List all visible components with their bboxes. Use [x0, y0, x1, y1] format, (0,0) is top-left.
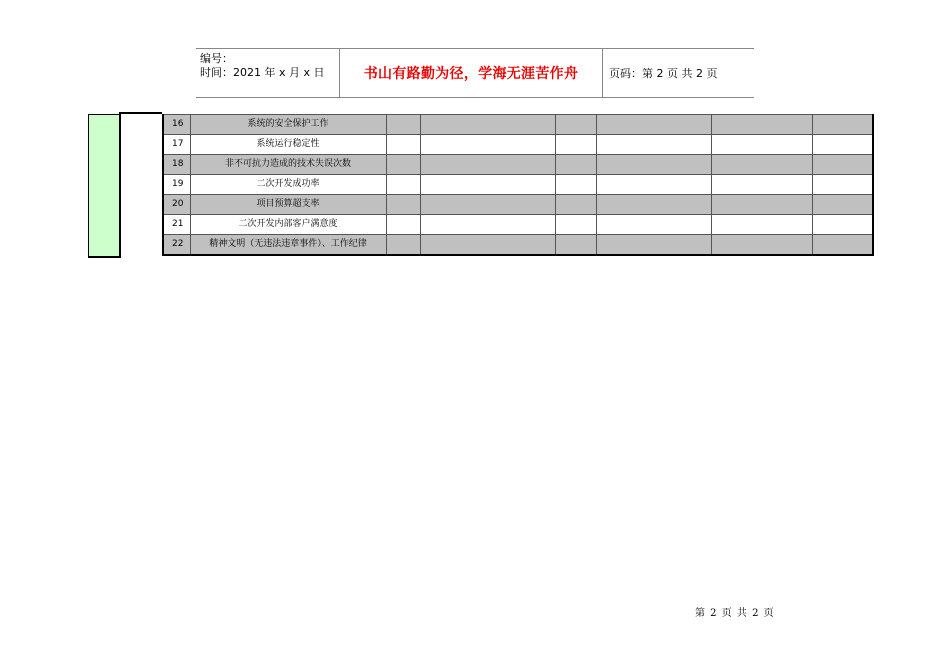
empty-cell [812, 235, 873, 256]
empty-cell [420, 215, 555, 235]
number-label: 编号： [200, 52, 233, 65]
empty-cell [386, 155, 420, 175]
empty-cell [711, 155, 812, 175]
evaluation-table [162, 114, 874, 256]
row-number: 21 [163, 215, 190, 235]
row-item: 项目预算超支率 [190, 195, 386, 215]
empty-cell [386, 195, 420, 215]
empty-cell [711, 135, 812, 155]
empty-cell [711, 215, 812, 235]
row-number: 17 [163, 135, 190, 155]
empty-cell [555, 135, 596, 155]
page-header [196, 48, 754, 98]
page-footer: 第 2 页 共 2 页 [695, 608, 775, 619]
table-row [163, 155, 873, 175]
header-motto: 书山有路勤为径，学海无涯苦作舟 [363, 66, 579, 82]
empty-cell [711, 115, 812, 135]
empty-cell [711, 235, 812, 256]
empty-cell [596, 235, 711, 256]
empty-cell [420, 175, 555, 195]
table-row [163, 215, 873, 235]
empty-cell [812, 175, 873, 195]
row-number: 19 [163, 175, 190, 195]
empty-cell [386, 175, 420, 195]
empty-cell [596, 195, 711, 215]
empty-cell [596, 175, 711, 195]
empty-cell [812, 135, 873, 155]
empty-cell [386, 235, 420, 256]
empty-cell [555, 175, 596, 195]
empty-cell [812, 215, 873, 235]
row-item: 非不可抗力造成的技术失误次数 [190, 155, 386, 175]
row-number: 20 [163, 195, 190, 215]
row-item: 二次开发内部客户满意度 [190, 215, 386, 235]
empty-cell [812, 155, 873, 175]
empty-cell [555, 215, 596, 235]
empty-cell [420, 235, 555, 256]
table-row [163, 235, 873, 256]
empty-cell [555, 235, 596, 256]
table-row [163, 115, 873, 135]
row-number: 22 [163, 235, 190, 256]
row-number: 16 [163, 115, 190, 135]
table-row [163, 135, 873, 155]
empty-cell [596, 135, 711, 155]
empty-cell [812, 195, 873, 215]
table-row [163, 195, 873, 215]
empty-cell [711, 175, 812, 195]
row-item: 系统运行稳定性 [190, 135, 386, 155]
empty-cell [555, 195, 596, 215]
header-page-label: 页码：第 2 页 共 2 页 [609, 67, 718, 80]
table-left-top-border [119, 112, 162, 114]
empty-cell [596, 155, 711, 175]
empty-cell [555, 115, 596, 135]
empty-cell [596, 115, 711, 135]
table-row [163, 175, 873, 195]
time-label: 时间：2021 年 x 月 x 日 [200, 66, 325, 79]
empty-cell [386, 135, 420, 155]
row-item: 二次开发成功率 [190, 175, 386, 195]
empty-cell [711, 195, 812, 215]
empty-cell [420, 155, 555, 175]
header-meta [200, 52, 325, 80]
empty-cell [555, 155, 596, 175]
empty-cell [420, 195, 555, 215]
empty-cell [420, 135, 555, 155]
empty-cell [420, 115, 555, 135]
row-number: 18 [163, 155, 190, 175]
empty-cell [812, 115, 873, 135]
row-item: 精神文明（无违法违章事件）、工作纪律 [190, 235, 386, 256]
empty-cell [596, 215, 711, 235]
empty-cell [386, 115, 420, 135]
category-cell [88, 114, 121, 258]
row-item: 系统的安全保护工作 [190, 115, 386, 135]
empty-cell [386, 215, 420, 235]
